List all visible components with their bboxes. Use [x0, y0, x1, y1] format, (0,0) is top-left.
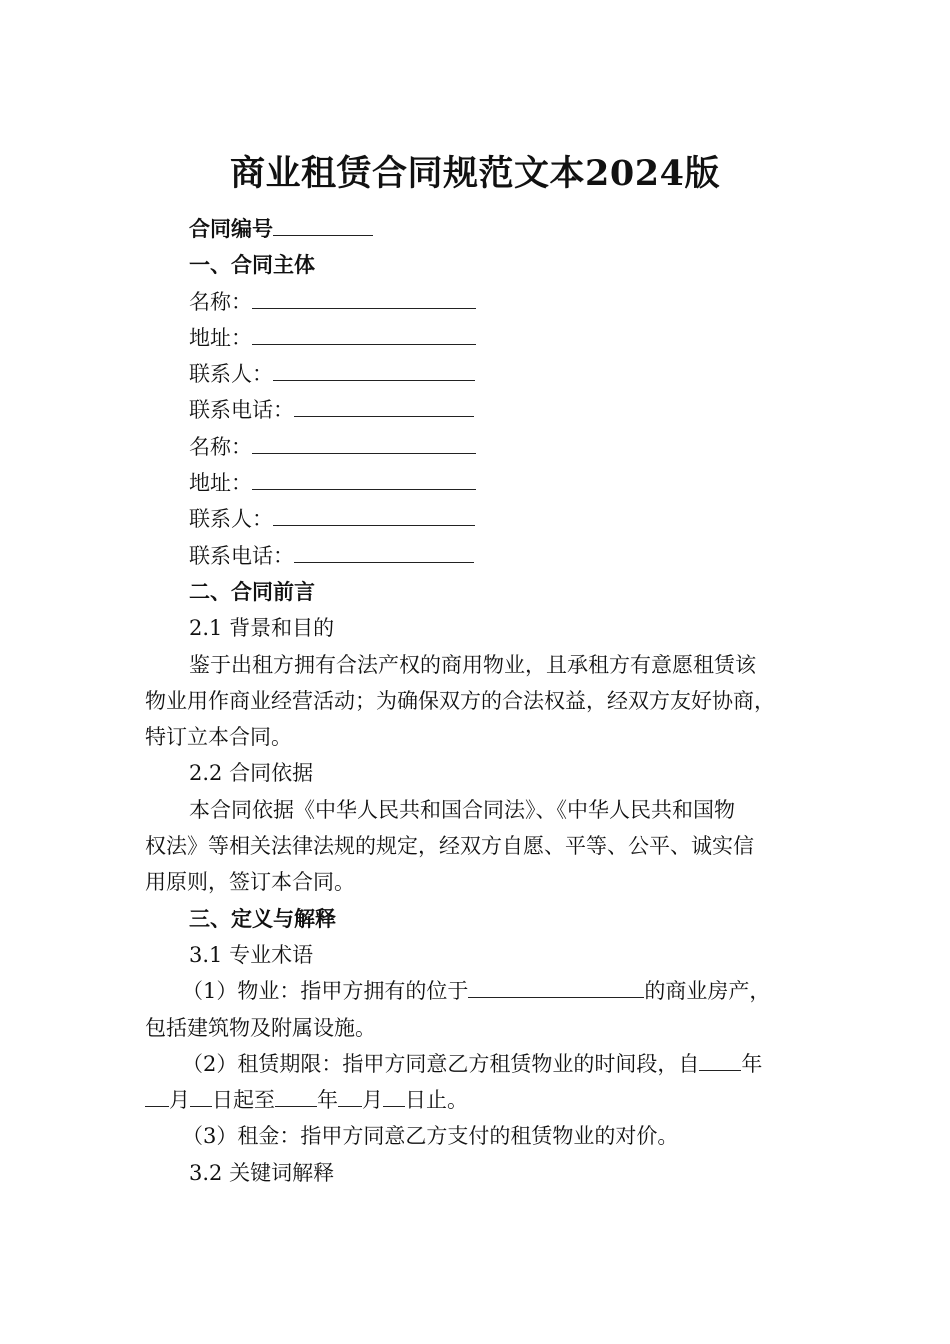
- party-a-name-line: [145, 284, 815, 320]
- term-rent-line: （3）租金：指甲方同意乙方支付的租赁物业的对价。: [182, 1124, 679, 1149]
- document-body: [145, 211, 815, 1191]
- party-a-contact-blank: [273, 356, 475, 381]
- term-property-suffix: 的商业房产，: [644, 979, 771, 1004]
- term-property-line: [145, 973, 815, 1009]
- term-property-cont: 包括建筑物及附属设施。: [145, 1015, 376, 1040]
- party-b-phone-blank: [294, 538, 474, 563]
- contract-number-label: 合同编号: [189, 216, 273, 241]
- section-2-2-heading: 2.2 合同依据: [189, 761, 314, 786]
- section-3-2-heading: 3.2 关键词解释: [189, 1160, 335, 1185]
- party-a-name-label: 名称：: [189, 289, 252, 314]
- start-year-blank: [699, 1046, 741, 1071]
- end-year-label: 年: [317, 1088, 338, 1113]
- party-b-contact-line: [145, 501, 815, 537]
- party-a-address-label: 地址：: [189, 325, 252, 350]
- section-2-1-paragraph: [145, 647, 815, 756]
- party-b-address-label: 地址：: [189, 471, 252, 496]
- start-day-blank: [190, 1082, 212, 1107]
- term-period-text: （2）租赁期限：指甲方同意乙方租赁物业的时间段，自: [182, 1051, 700, 1076]
- party-b-phone-line: [145, 538, 815, 574]
- paragraph-line: 鉴于出租方拥有合法产权的商用物业，且承租方有意愿租赁该: [189, 652, 756, 677]
- contract-number-line: [145, 211, 815, 247]
- party-a-name-blank: [252, 284, 476, 309]
- party-a-phone-blank: [294, 392, 474, 417]
- party-a-address-line: [145, 320, 815, 356]
- party-b-name-line: [145, 429, 815, 465]
- term-period-line: [145, 1046, 815, 1082]
- property-location-blank: [468, 973, 644, 998]
- end-year-blank: [275, 1082, 317, 1107]
- paragraph-line: 权法》等相关法律法规的规定，经双方自愿、平等、公平、诚实信: [145, 834, 754, 859]
- party-a-phone-line: [145, 392, 815, 428]
- party-b-address-line: [145, 465, 815, 501]
- section-3-heading: 三、定义与解释: [189, 905, 336, 931]
- section-3-1-heading: 3.1 专业术语: [189, 942, 314, 967]
- party-b-name-label: 名称：: [189, 434, 252, 459]
- paragraph-line: 物业用作商业经营活动；为确保双方的合法权益，经双方友好协商，: [145, 688, 775, 713]
- paragraph-line: 特订立本合同。: [145, 725, 292, 750]
- paragraph-line: 本合同依据《中华人民共和国合同法》、《中华人民共和国物: [189, 797, 735, 822]
- section-1-heading: 一、合同主体: [189, 252, 315, 278]
- end-month-label: 月: [362, 1088, 383, 1113]
- section-2-heading: 二、合同前言: [189, 578, 315, 604]
- paragraph-line: 用原则，签订本合同。: [145, 870, 355, 895]
- section-2-2-paragraph: [145, 792, 815, 901]
- party-b-name-blank: [252, 429, 476, 454]
- start-month-label: 月: [169, 1088, 190, 1113]
- party-a-address-blank: [252, 320, 476, 345]
- party-a-contact-label: 联系人：: [189, 362, 273, 387]
- party-b-address-blank: [252, 465, 476, 490]
- term-period-cont: [145, 1082, 815, 1118]
- start-year-label: 年: [741, 1051, 763, 1076]
- end-day-label: 日止。: [405, 1088, 468, 1113]
- party-b-contact-blank: [273, 501, 475, 526]
- party-b-contact-label: 联系人：: [189, 507, 273, 532]
- end-day-blank: [383, 1082, 405, 1107]
- section-2-1-heading: 2.1 背景和目的: [189, 616, 335, 641]
- document-title: 商业租赁合同规范文本2024版: [230, 153, 720, 194]
- party-a-contact-line: [145, 356, 815, 392]
- start-day-label: 日起至: [212, 1088, 275, 1113]
- party-a-phone-label: 联系电话：: [189, 398, 294, 423]
- term-property-text: （1）物业：指甲方拥有的位于: [182, 979, 469, 1004]
- start-month-blank: [145, 1082, 169, 1107]
- end-month-blank: [338, 1082, 362, 1107]
- contract-number-blank: [273, 211, 373, 236]
- party-b-phone-label: 联系电话：: [189, 543, 294, 568]
